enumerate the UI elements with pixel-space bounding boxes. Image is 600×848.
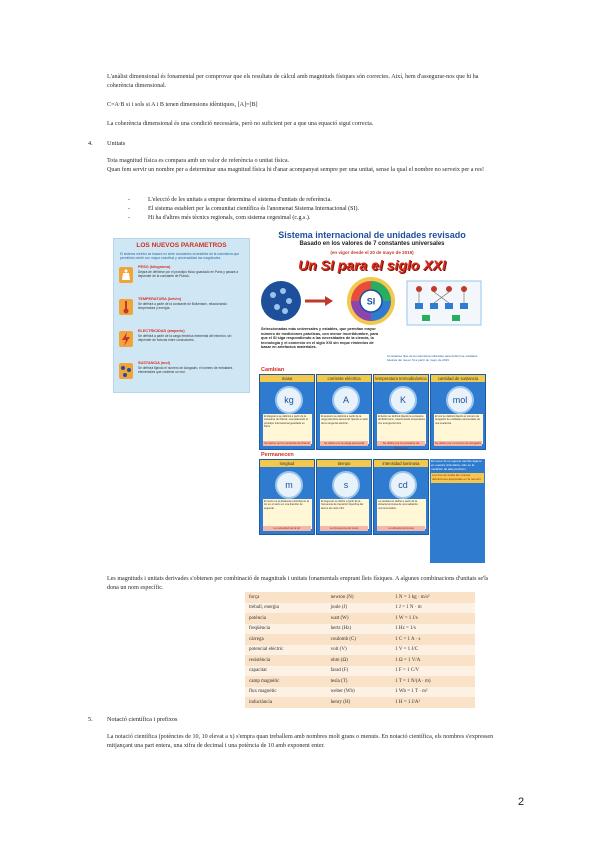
unit-symbol: mol bbox=[446, 386, 474, 414]
heading-scientific-notation: Notació científica i prefixos bbox=[107, 716, 178, 723]
table-row bbox=[245, 603, 475, 614]
bullet-text: Hi ha d'altres més tècnics regionals, com sistema cegesimal (c.g.s.). bbox=[148, 215, 311, 221]
unit-cell: henry (H) bbox=[327, 697, 392, 708]
unit-cell: farad (F) bbox=[327, 666, 392, 677]
scale-icon bbox=[118, 266, 134, 284]
side-note-highlight: Los tres de todas las nuevas definiciones adoptadas en la reunión. bbox=[431, 473, 484, 483]
quantity-cell: flux magnètic bbox=[245, 687, 327, 698]
infographic-title: LOS NUEVOS PARAMETROS bbox=[136, 242, 227, 249]
paragraph-units-intro: Tota magnitud física es compara amb un valor de referència o unitat física. Quan fem servir un nombre per a determinar una magnitud física hi d'anar acompanyat sempre per una unitat, sense la qual el nombre no serveix per a res! bbox=[107, 158, 485, 173]
unit-card-mol bbox=[430, 374, 486, 450]
unit-card-second bbox=[316, 459, 372, 535]
bullet-item: - L'elecció de les unitats a emprar determina el sistema d'unitats de referència. bbox=[128, 197, 332, 203]
unit-symbol: s bbox=[332, 471, 360, 499]
si-center-label: SI bbox=[366, 296, 376, 307]
infographic-si-title: Sistema internacional de unidades revisado bbox=[278, 230, 466, 240]
unit-card-caption: temperatura termodinámica bbox=[375, 376, 427, 381]
unit-card-description: La candela se define a partir de la eficacia luminosa de una radiación monocromática. bbox=[377, 499, 426, 529]
unit-card-caption: intensidad luminosa bbox=[374, 460, 428, 467]
infographic-si-description: Seleccionadas más universales y estables, que permitan mayor número de mediciones prácticas, con menor incertidumbre, para que el SI siga respondiendo a las necesidades de la ciencia, la tecnología y el comercio en el siglo XXI sin reque rimientos de basar en artefactos materiales. bbox=[261, 327, 379, 350]
unit-card-caption: masa bbox=[260, 375, 314, 382]
param-text: Dejará de definirse por el prototipo físico guardado en París y pasará a depender de la constante de Planck. bbox=[138, 270, 239, 278]
table-row bbox=[245, 655, 475, 666]
unit-cell: coulomb (C) bbox=[327, 634, 392, 645]
quantity-cell: inductància bbox=[245, 697, 327, 708]
heading-number-4: 4. bbox=[88, 140, 93, 147]
infographic-si-caption: Constantes fijas de la naturaleza utilizadas para definir las unidades básicas del nuevo SI a partir de mayo de 2019 bbox=[387, 354, 478, 362]
unit-card-caption: tiempo bbox=[317, 460, 371, 467]
unit-cell: joule (J) bbox=[327, 603, 392, 614]
param-weight bbox=[118, 265, 245, 289]
equivalence-cell: 1 C = 1 A · s bbox=[391, 634, 475, 645]
bullet-text: L'elecció de les unitats a emprar determina el sistema d'unitats de referència. bbox=[148, 197, 332, 203]
unit-card-caption: corriente eléctrica bbox=[317, 375, 371, 382]
equivalence-cell: 1 N = 1 kg · m/s² bbox=[391, 592, 475, 603]
unit-card-description: El kilogramo se definirá a partir de la constante de Planck, reemplazando el prototipo internacional guardado en París. bbox=[263, 414, 312, 444]
param-name: TEMPERATURA (kelvin) bbox=[138, 297, 182, 301]
unit-card-candela bbox=[373, 459, 429, 535]
unit-cell: watt (W) bbox=[327, 613, 392, 624]
unit-card-description: El mol se definirá fijando el número de Avogadro de entidades elementales de una sustancia. bbox=[434, 414, 483, 444]
section-label-keep: Permanecen bbox=[261, 452, 294, 458]
unit-card-footer: La velocidad de la luz bbox=[263, 526, 311, 531]
param-name: PESO (kilogramo) bbox=[138, 265, 171, 269]
param-name: SUSTANCIA (mol) bbox=[138, 361, 171, 365]
param-electricity bbox=[118, 329, 245, 353]
unit-card-footer: Se define por la constante de Planck bbox=[264, 441, 310, 445]
unit-card-ampere bbox=[316, 374, 372, 450]
unit-cell: tesla (T) bbox=[327, 676, 392, 687]
bullet-item: - Hi ha d'altres més tècnics regionals, com sistema cegesimal (c.g.s.). bbox=[128, 215, 311, 221]
table-row bbox=[245, 634, 475, 645]
side-note-text: El nuevo SI no supone cambio alguno en nuestra vida diaria, sólo en la medición de alta precisión. bbox=[431, 459, 482, 471]
equivalence-cell: 1 Hz = 1/s bbox=[391, 624, 475, 635]
section-label-change: Cambian bbox=[261, 367, 285, 373]
unit-card-footer: La frecuencia del cesio bbox=[320, 526, 368, 531]
equivalence-cell: 1 Wb = 1 T · m² bbox=[391, 687, 475, 698]
unit-cell: newton (N) bbox=[327, 592, 392, 603]
unit-card-footer: Se define por la carga elemental bbox=[320, 441, 368, 446]
unit-card-caption: longitud bbox=[260, 460, 314, 467]
bullet-item: - El sistema establert per la comunitat científica és l'anomenat Sistema Internacional (SI). bbox=[128, 206, 360, 212]
lightning-icon bbox=[118, 330, 134, 348]
table-row bbox=[245, 666, 475, 677]
equivalence-cell: 1 H = 1 J/A² bbox=[391, 697, 475, 708]
quantity-cell: potencial elèctric bbox=[245, 645, 327, 656]
quantity-cell: capacitat bbox=[245, 666, 327, 677]
table-row bbox=[245, 613, 475, 624]
unit-symbol: A bbox=[332, 386, 360, 414]
unit-card-kg bbox=[259, 374, 315, 450]
unit-card-kelvin bbox=[373, 374, 429, 450]
infographic-si-date: (en vigor desde el 20 de mayo de 2019) bbox=[330, 250, 414, 255]
quantity-cell: càrrega bbox=[245, 634, 327, 645]
unit-card-description: El metro es la distancia recorrida por la luz en el vacío en una fracción de segundo. bbox=[263, 499, 312, 529]
molecule-icon bbox=[118, 362, 134, 380]
table-row bbox=[245, 676, 475, 687]
thermometer-icon bbox=[118, 298, 134, 316]
equivalence-cell: 1 J = 1 N · m bbox=[391, 603, 475, 614]
paragraph-derived-units: Les magnituds i unitats derivades s'obtenen per combinació de magnituds i unitats fonamentals emprant lleis físiques. A algunes combinacions d'unitats se'ls dona un nom específic. bbox=[107, 576, 489, 591]
param-name: ELECTRICIDAD (amperio) bbox=[138, 329, 185, 333]
derived-units-table bbox=[245, 592, 475, 708]
equivalence-cell: 1 W = 1 J/s bbox=[391, 613, 475, 624]
unit-card-footer: Se define por la constante de Boltzmann bbox=[377, 441, 425, 446]
bullet-text: El sistema establert per la comunitat científica és l'anomenat Sistema Internacional (SI). bbox=[148, 206, 360, 212]
unit-symbol: kg bbox=[275, 386, 303, 414]
paragraph-scientific-notation: La notació científica (potències de 10, 10 elevat a x) s'empra quan treballem amb nombres molt grans o menuts. En notació científica, els nombres s'expressen mitjançant una part entera, una xifra de decimal i una potència de 10 amb exponent enter. bbox=[107, 734, 494, 749]
unit-card-description: El amperio se definirá a partir de la carga eléctrica elemental, fijando el valor de la carga del electrón. bbox=[320, 414, 369, 444]
param-text: Se definirá fijando el número de Avogadro, el número de entidades elementales que contiene un mol. bbox=[138, 366, 233, 374]
table-row bbox=[245, 624, 475, 635]
unit-card-meter bbox=[259, 459, 315, 535]
unit-card-description: El kelvin se definirá fijando la constante de Boltzmann, relacionando temperatura con energía térmica. bbox=[377, 414, 426, 444]
heading-unitats: Unitats bbox=[107, 140, 126, 147]
param-substance bbox=[118, 361, 245, 385]
quantity-cell: treball, energia bbox=[245, 603, 327, 614]
equivalence-cell: 1 Ω = 1 V/A bbox=[391, 655, 475, 666]
quantity-cell: resistència bbox=[245, 655, 327, 666]
quantity-cell: potència bbox=[245, 613, 327, 624]
unit-symbol: cd bbox=[389, 471, 417, 499]
unit-cell: weber (Wb) bbox=[327, 687, 392, 698]
infographic-si-subtitle: Basado en los valores de 7 constantes universales bbox=[299, 241, 445, 247]
infographic-si-headline: Un SI para el siglo XXI bbox=[298, 257, 446, 273]
param-text: Se definirá a partir de la carga eléctrica elemental del electrón, sin depender de fuerzas entre conductores. bbox=[138, 334, 232, 342]
quantity-cell: freqüència bbox=[245, 624, 327, 635]
unit-cell: ohm (Ω) bbox=[327, 655, 392, 666]
param-text: Se definirá a partir de la constante de Boltzmann, relacionando temperatura y energía. bbox=[138, 302, 227, 310]
si-side-note bbox=[430, 459, 485, 563]
unit-card-footer: La eficacia luminosa bbox=[377, 526, 425, 531]
infographic-subtitle: El sistema métrico se basará en siete constantes invariables de la naturaleza que permitirán medir con mayor exactitud y universalidad las magnitudes. bbox=[120, 252, 240, 261]
unit-card-caption: cantidad de sustancia bbox=[431, 375, 485, 382]
table-row bbox=[245, 592, 475, 603]
unit-symbol: K bbox=[389, 386, 417, 414]
si-constants-diagram bbox=[259, 275, 485, 327]
heading-number-5: 5. bbox=[88, 716, 93, 723]
equivalence-cell: 1 T = 1 N/(A · m) bbox=[391, 676, 475, 687]
table-row bbox=[245, 687, 475, 698]
unit-card-footer: Se define por el número de Avogadro bbox=[434, 441, 482, 445]
unit-cell: volt (V) bbox=[327, 645, 392, 656]
infographic-new-parameters bbox=[113, 238, 250, 393]
table-row bbox=[245, 645, 475, 656]
unit-cell: hertz (Hz) bbox=[327, 624, 392, 635]
equivalence-cell: 1 V = 1 J/C bbox=[391, 645, 475, 656]
paragraph-dimensional-equation: C=A∙B si i sols si A i B tenen dimensions idèntiques, [A]=[B] bbox=[107, 102, 258, 108]
page-number: 2 bbox=[518, 796, 525, 808]
unit-card-description: El segundo se define a partir de la frecuencia de transición hiperfina del átomo de cesio 133. bbox=[320, 499, 369, 529]
param-temperature bbox=[118, 297, 245, 321]
unit-symbol: m bbox=[275, 471, 303, 499]
earth-globe-icon bbox=[261, 281, 301, 321]
table-row bbox=[245, 697, 475, 708]
quantity-cell: camp magnètic bbox=[245, 676, 327, 687]
equivalence-cell: 1 F = 1 C/V bbox=[391, 666, 475, 677]
quantity-cell: força bbox=[245, 592, 327, 603]
paragraph-dimensional-coherence: La coherència dimensional és una condició necessària, però no suficient per a que una equació sigui correcta. bbox=[107, 121, 374, 127]
paragraph-dimensional-analysis: L'anàlisi dimensional és fonamental per comprovar que els resultats de càlcul amb magnituds físiques són correctes. Així, hem d'assegurar-nos que hi ha coherència dimensional. bbox=[107, 74, 479, 89]
